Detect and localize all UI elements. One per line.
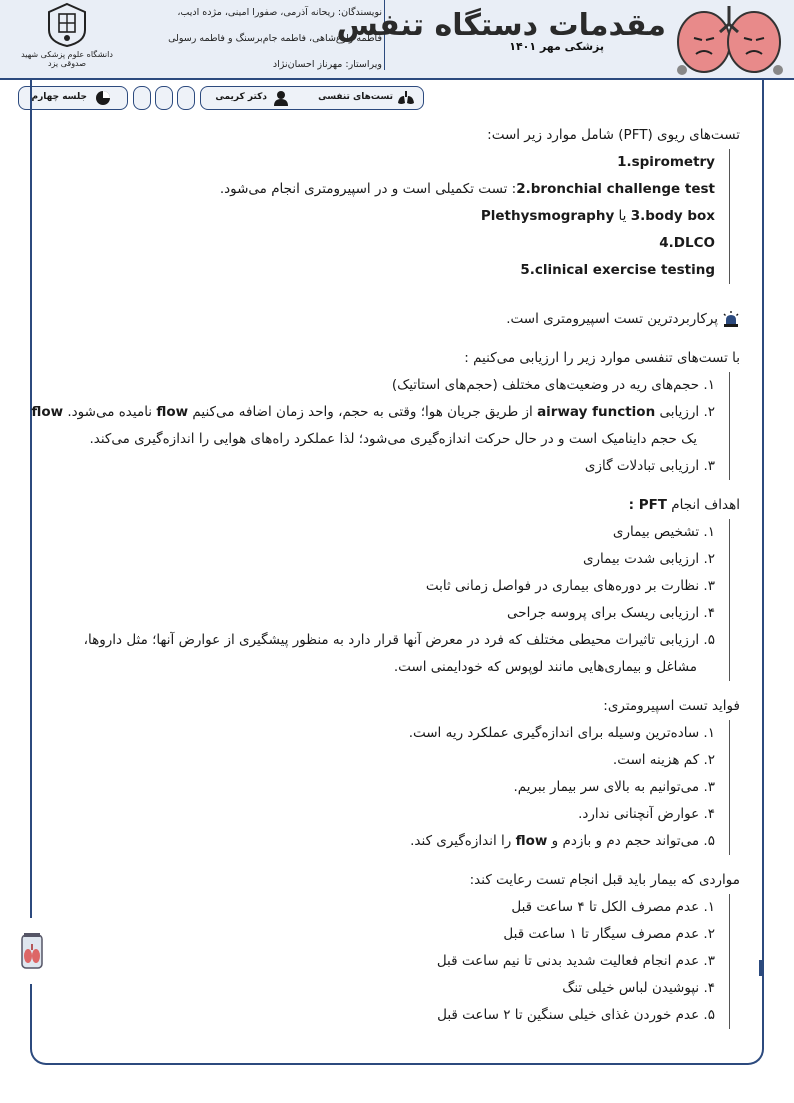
- list-item: ۳. نظارت بر دوره‌های بیماری در فواصل زمانی ثابت: [425, 578, 715, 594]
- list-item: 5.clinical exercise testing: [520, 262, 715, 278]
- list-item: 1.spirometry: [617, 154, 715, 170]
- list-item: ۳. می‌توانیم به بالای سر بیمار ببریم.: [513, 779, 715, 795]
- list-item: ۲. ارزیابی شدت بیماری: [582, 551, 715, 567]
- list-item: ۴. عوارض آنچنانی ندارد.: [578, 806, 715, 822]
- list-item: ۳. ارزیابی تبادلات گازی: [584, 458, 715, 474]
- tab-topic-teacher[interactable]: [200, 86, 424, 110]
- pie-clock-icon: [95, 90, 111, 106]
- tab-topic-label: تست‌های تنفسی: [318, 92, 393, 102]
- list-item-continuation: یک حجم داینامیک است و در حال حرکت اندازه‌گیری می‌شود؛ لذا عملکرد راه‌های هوایی را اندازه‌گیری می‌کند.: [89, 431, 697, 447]
- tab-session[interactable]: [18, 86, 128, 110]
- eval-list: [31, 372, 730, 480]
- tab-bar: [18, 84, 426, 114]
- list-item: ۲. کم هزینه است.: [612, 752, 715, 768]
- lungs-mascot-icon: [670, 0, 790, 78]
- editor-line: ویراستار: مهرناز احسان‌نژاد: [272, 59, 382, 70]
- frame-tick: [759, 960, 763, 976]
- university-name: دانشگاه علوم پزشکی شهید صدوقی یزد: [21, 50, 113, 68]
- siren-icon: [722, 311, 740, 327]
- note-text: پرکاربردترین تست اسپیرومتری است.: [506, 311, 718, 327]
- goals-title: اهداف انجام PFT :: [628, 497, 740, 513]
- document-body: [31, 122, 740, 1029]
- tab-blank-3[interactable]: [177, 86, 195, 110]
- tab-blank-1[interactable]: [133, 86, 151, 110]
- list-item: ۲. ارزیابی airway function از طریق جریان هوا؛ وقتی به حجم، واحد زمان اضافه می‌کنیم flow نامیده می‌شود. flow: [31, 404, 715, 420]
- prep-title: مواردی که بیمار باید قبل انجام تست رعایت کند:: [469, 872, 740, 888]
- benefits-list: [44, 720, 730, 855]
- lung-jar-icon: [20, 932, 44, 970]
- university-logo: [8, 0, 126, 74]
- note-callout: [44, 306, 740, 333]
- list-item: ۴. نپوشیدن لباس خیلی تنگ: [562, 980, 715, 996]
- goals-list: [44, 519, 730, 681]
- pft-test-list: [44, 149, 730, 284]
- authors-line-2: فاطمه زارع‌شاهی، فاطمه جام‌برسنگ و فاطمه رسولی: [168, 33, 382, 44]
- list-item: ۳. عدم انجام فعالیت شدید بدنی تا نیم ساعت قبل: [436, 953, 715, 969]
- tab-blank-2[interactable]: [155, 86, 173, 110]
- list-item: ۵. می‌تواند حجم دم و بازدم و flow را اندازه‌گیری کند.: [410, 833, 715, 849]
- doctor-icon: [273, 90, 289, 106]
- list-item-continuation: مشاغل و بیماری‌هایی مانند لوپوس که خودایمنی است.: [393, 659, 697, 675]
- tab-teacher-label: دکتر کریمی: [215, 92, 267, 102]
- list-item: 4.DLCO: [659, 235, 715, 251]
- list-item: ۱. ساده‌ترین وسیله برای اندازه‌گیری عملکرد ریه است.: [408, 725, 715, 741]
- lungs-icon: [397, 90, 415, 106]
- list-item: ۱. حجم‌های ریه در وضعیت‌های مختلف (حجم‌های استاتیک): [391, 377, 715, 393]
- list-item: 3.body box یا Plethysmography: [480, 208, 715, 224]
- list-item: ۵. ارزیابی تاثیرات محیطی مختلف که فرد در معرض آنها قرار دارد به منظور پیشگیری از عوارض آنها؛ مثل داروها،: [83, 632, 715, 648]
- pft-intro: تست‌های ریوی (PFT) شامل موارد زیر است:: [487, 127, 740, 143]
- list-item: ۵. عدم خوردن غذای خیلی سنگین تا ۲ ساعت قبل: [437, 1007, 715, 1023]
- list-item: ۴. ارزیابی ریسک برای پروسه جراحی: [506, 605, 715, 621]
- prep-list: [44, 894, 730, 1029]
- page-subtitle: پزشکی مهر ۱۴۰۱: [509, 40, 604, 53]
- list-item: 2.bronchial challenge test: تست تکمیلی است و در اسپیرومتری انجام می‌شود.: [219, 181, 715, 197]
- list-item: ۱. عدم مصرف الکل تا ۴ ساعت قبل: [511, 899, 715, 915]
- benefits-title: فواید تست اسپیرومتری:: [603, 698, 740, 714]
- tab-session-label: جلسه چهارم: [31, 92, 87, 102]
- list-item: ۲. عدم مصرف سیگار تا ۱ ساعت قبل: [503, 926, 715, 942]
- eval-intro: با تست‌های تنفسی موارد زیر را ارزیابی می‌کنیم :: [464, 350, 740, 366]
- university-emblem-icon: [45, 2, 89, 48]
- page-title: مقدمات دستگاه تنفس: [336, 8, 666, 43]
- page-header: [0, 0, 794, 80]
- authors-line-1: نویسندگان: ریحانه آذرمی، صفورا امینی، مژده ادیب،: [177, 7, 382, 18]
- list-item: ۱. تشخیص بیماری: [612, 524, 715, 540]
